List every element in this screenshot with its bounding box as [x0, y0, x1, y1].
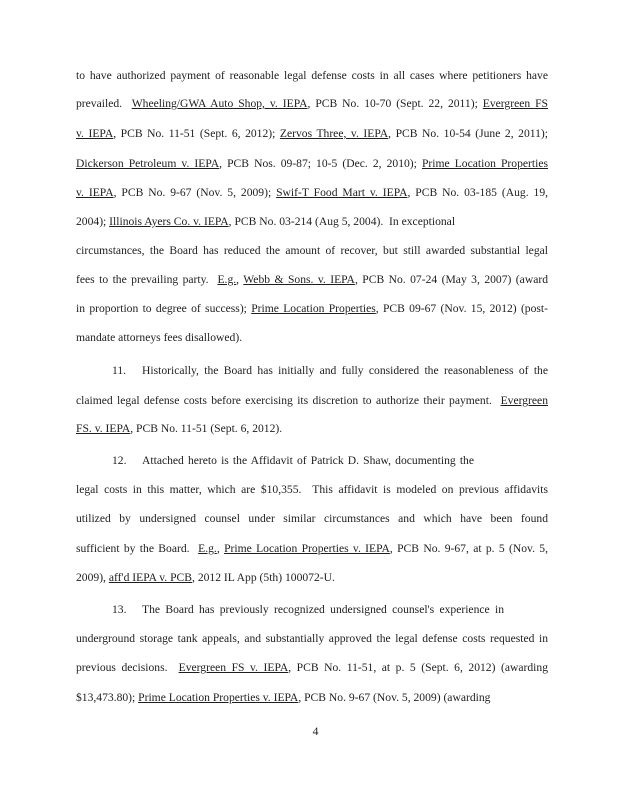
text-line — [76, 660, 548, 676]
text-line — [76, 631, 548, 647]
text-run: claimed legal defense costs before exercising its discretion to authorize their payment. — [76, 394, 501, 407]
text-line — [76, 96, 548, 112]
case-citation: Wheeling/GWA Auto Shop, v. IEPA — [131, 97, 308, 110]
case-citation: Zervos Three, v. IEPA — [279, 127, 389, 140]
text-run: , PCB No. 10-70 (Sept. 22, 2011); — [307, 97, 483, 110]
text-run: $13,473.80); — [76, 691, 139, 704]
case-citation: Illinois Ayers Co. v. IEPA — [109, 215, 229, 228]
paragraph-number: 12. — [112, 454, 127, 467]
text-line — [76, 690, 548, 706]
text-run: , — [236, 273, 244, 286]
text-line — [76, 214, 548, 230]
text-run: in proportion to degree of success); — [76, 302, 252, 315]
case-citation: E.g. — [217, 273, 237, 286]
case-citation: Prime Location Properties — [251, 302, 376, 315]
case-citation: Webb & Sons. v. IEPA — [243, 273, 355, 286]
text-run: , PCB No. 10-54 (June 2, 2011); — [388, 127, 548, 140]
text-run: , — [216, 542, 225, 555]
paragraph-number: 13. — [112, 603, 127, 616]
text-run: utilized by undersigned counsel under similar circumstances and which have been found — [76, 512, 548, 525]
page-number: 4 — [312, 725, 319, 738]
text-run: , 2012 IL App (5th) 100072-U. — [192, 571, 335, 584]
case-citation: E.g. — [198, 542, 217, 555]
text-line — [76, 330, 548, 346]
text-line — [76, 68, 548, 84]
text-run: prevailed. — [76, 97, 132, 110]
text-line — [112, 363, 548, 379]
text-run: The Board has previously recognized undersigned counsel's experience in — [142, 603, 504, 616]
text-run: underground storage tank appeals, and substantially approved the legal defense costs requested in — [76, 632, 548, 645]
text-line — [76, 272, 548, 288]
text-run: previous decisions. — [76, 661, 179, 674]
text-run: , PCB No. 11-51 (Sept. 6, 2012). — [130, 422, 283, 435]
text-run: , PCB No. 11-51 (Sept. 6, 2012); — [113, 127, 280, 140]
case-citation: v. IEPA — [76, 127, 114, 140]
text-run: , PCB No. 9-67 (Nov. 5, 2009) (awarding — [298, 691, 491, 704]
text-line — [112, 453, 474, 469]
text-line — [76, 570, 548, 586]
text-run: legal costs in this matter, which are $10,355. This affidavit is modeled on previous affidavits — [76, 483, 548, 496]
text-run: Historically, the Board has initially and fully considered the reasonableness of the — [142, 364, 548, 377]
text-line — [76, 126, 548, 142]
text-line — [76, 482, 548, 498]
case-citation: Swif-T Food Mart v. IEPA — [276, 186, 408, 199]
text-line — [76, 243, 548, 259]
case-citation: aff'd IEPA v. PCB — [108, 571, 193, 584]
case-citation: Prime Location Properties — [421, 157, 548, 170]
text-run: Attached hereto is the Affidavit of Patrick D. Shaw, documenting the — [142, 454, 474, 467]
text-run: 2009), — [76, 571, 109, 584]
case-citation: FS. v. IEPA — [76, 422, 131, 435]
text-run: sufficient by the Board. — [76, 542, 199, 555]
text-line — [76, 393, 548, 409]
text-run: , PCB No. 11-51, at p. 5 (Sept. 6, 2012) (awarding — [288, 661, 548, 674]
case-citation: Evergreen FS — [482, 97, 548, 110]
text-line — [76, 301, 548, 317]
text-run: 2004); — [76, 215, 110, 228]
case-citation: v. IEPA — [76, 186, 114, 199]
text-run: to have authorized payment of reasonable legal defense costs in all cases where petitioners have — [76, 69, 548, 82]
paragraph-number: 11. — [112, 364, 127, 377]
text-line — [76, 185, 548, 201]
text-line — [76, 511, 548, 527]
text-line — [76, 541, 548, 557]
text-line — [112, 602, 504, 618]
text-run: circumstances, the Board has reduced the amount of recover, but still awarded substantial legal — [76, 244, 548, 257]
text-run: mandate attorneys fees disallowed). — [76, 331, 243, 344]
case-citation: Prime Location Properties v. IEPA — [224, 542, 390, 555]
case-citation: Prime Location Properties v. IEPA — [138, 691, 299, 704]
text-line — [76, 156, 548, 172]
text-run: , PCB No. 07-24 (May 3, 2007) (award — [354, 273, 548, 286]
text-run: fees to the prevailing party. — [76, 273, 218, 286]
text-run: , PCB No. 9-67, at p. 5 (Nov. 5, — [389, 542, 548, 555]
case-citation: Evergreen — [500, 394, 548, 407]
text-run: , PCB 09-67 (Nov. 15, 2012) (post- — [375, 302, 548, 315]
text-line — [76, 421, 548, 437]
text-run: , PCB No. 03-185 (Aug. 19, — [407, 186, 548, 199]
text-run: , PCB No. 9-67 (Nov. 5, 2009); — [113, 186, 277, 199]
text-run: , PCB Nos. 09-87; 10-5 (Dec. 2, 2010); — [219, 157, 422, 170]
text-run: , PCB No. 03-214 (Aug 5, 2004). In exceptional — [228, 215, 456, 228]
case-citation: Evergreen FS v. IEPA — [178, 661, 289, 674]
case-citation: Dickerson Petroleum v. IEPA — [76, 157, 220, 170]
